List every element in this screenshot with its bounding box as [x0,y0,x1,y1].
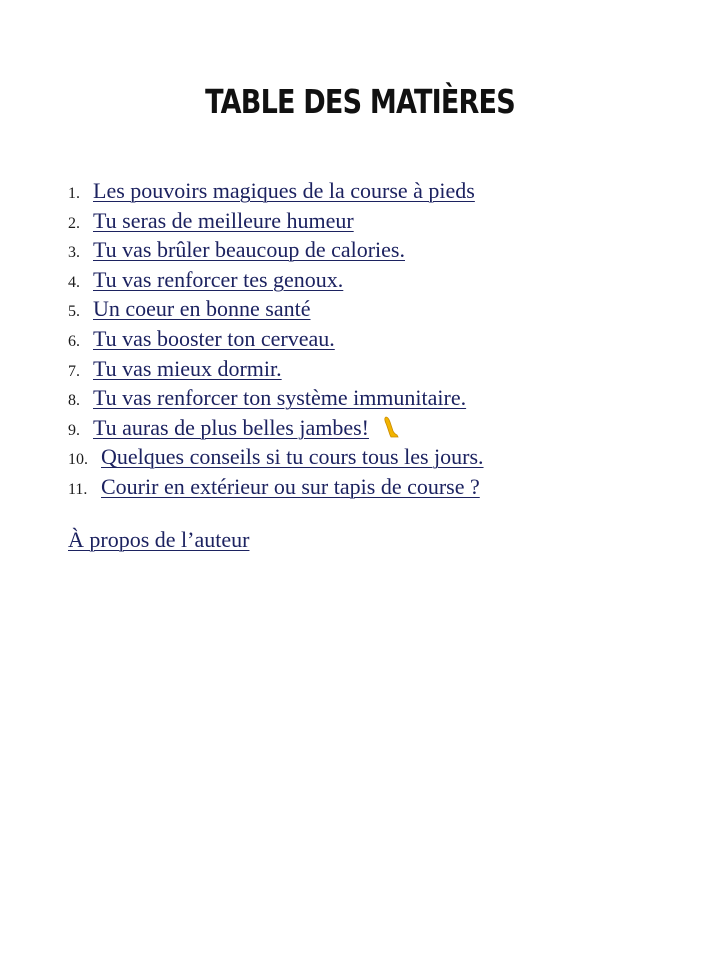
toc-item-number: 10. [68,451,88,469]
toc-item [68,267,484,297]
toc-link-jambes[interactable] [93,415,401,441]
toc-item-number: 8. [68,392,80,410]
toc-link-exterieur-tapis[interactable]: Courir en extérieur ou sur tapis de course ? [101,473,480,499]
toc-link-immunitaire[interactable]: Tu vas renforcer ton système immunitaire. [93,385,467,411]
toc-link-conseils[interactable]: Quelques conseils si tu cours tous les jours. [101,444,484,470]
toc-item [68,444,484,474]
toc-item [68,326,484,356]
toc-item-number: 11. [68,480,88,498]
table-of-contents [68,178,484,504]
toc-link-meilleure-humeur[interactable]: Tu seras de meilleure humeur [93,207,354,233]
toc-link-jambes-label: Tu auras de plus belles jambes! [93,414,369,440]
toc-item [68,385,484,415]
toc-item [68,474,484,504]
page-title: TABLE DES MATIÈRES [205,82,515,121]
toc-item-number: 5. [68,303,80,321]
toc-link-coeur[interactable]: Un coeur en bonne santé [93,296,311,322]
toc-item-number: 2. [68,214,80,232]
toc-link-dormir[interactable]: Tu vas mieux dormir. [93,355,282,381]
toc-item [68,208,484,238]
toc-item-number: 6. [68,332,80,350]
toc-item [68,178,484,208]
toc-item-number: 9. [68,421,80,439]
toc-item-number: 1. [68,185,80,202]
toc-link-genoux[interactable]: Tu vas renforcer tes genoux. [93,266,344,292]
toc-item-number: 3. [68,244,80,262]
toc-item [68,415,484,445]
toc-item-number: 4. [68,273,80,291]
toc-link-calories[interactable]: Tu vas brûler beaucoup de calories. [93,237,405,263]
toc-item-number: 7. [68,362,80,380]
toc-item [68,296,484,326]
about-author-link[interactable]: À propos de l’auteur [68,527,250,552]
toc-link-pouvoirs-magiques[interactable]: Les pouvoirs magiques de la course à pieds [93,178,475,203]
toc-link-cerveau[interactable]: Tu vas booster ton cerveau. [93,325,335,351]
toc-item [68,356,484,386]
leg-icon [379,416,401,438]
toc-item [68,237,484,267]
